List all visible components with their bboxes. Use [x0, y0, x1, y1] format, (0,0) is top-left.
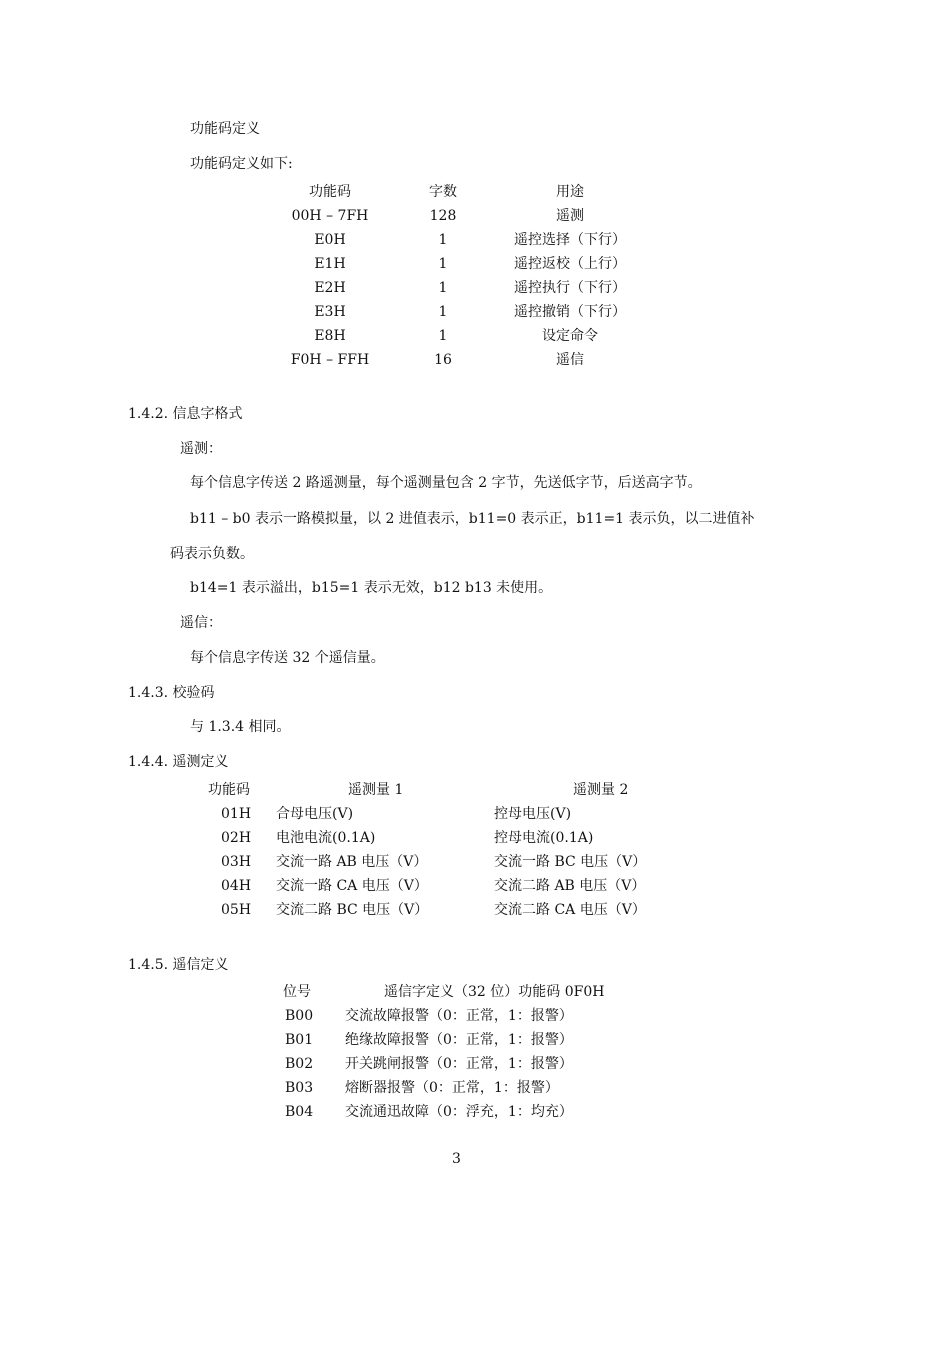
tm-quantity-1-cell: 交流二路 BC 电压（V）: [276, 902, 429, 918]
fc-usage-cell: 设定命令: [542, 328, 598, 344]
sg-header-definition: 遥信字定义（32 位）功能码 0F0H: [384, 984, 605, 1000]
paragraph-1: 每个信息字传送 2 路遥测量，每个遥测量包含 2 字节，先送低字节，后送高字节。: [190, 475, 702, 491]
tm-quantity-2-cell: 交流二路 AB 电压（V）: [494, 878, 646, 894]
fc-header-count: 字数: [429, 184, 457, 200]
fc-code-cell: 00H – 7FH: [291, 208, 369, 224]
signal-label: 遥信：: [180, 615, 222, 631]
telemetry-label: 遥测：: [180, 441, 222, 457]
fc-heading: 功能码定义: [190, 121, 260, 137]
fc-count-cell: 1: [438, 232, 448, 248]
tm-quantity-2-cell: 控母电压(V): [494, 806, 572, 822]
fc-code-cell: E0H: [314, 232, 346, 248]
fc-code-cell: E1H: [314, 256, 346, 272]
fc-header-usage: 用途: [556, 184, 584, 200]
tm-quantity-2-cell: 控母电流(0.1A): [494, 830, 594, 846]
tm-code-cell: 01H: [221, 806, 252, 822]
section-heading-143: 1.4.3. 校验码: [128, 685, 215, 701]
fc-count-cell: 128: [429, 208, 457, 224]
tm-code-cell: 02H: [221, 830, 252, 846]
fc-header-code: 功能码: [309, 184, 351, 200]
tm-quantity-1-cell: 合母电压(V): [276, 806, 354, 822]
fc-count-cell: 16: [434, 352, 452, 368]
sg-bit-cell: B04: [285, 1104, 314, 1120]
fc-code-cell: E2H: [314, 280, 346, 296]
sg-definition-cell: 绝缘故障报警（0：正常，1：报警）: [345, 1032, 573, 1048]
tm-quantity-1-cell: 电池电流(0.1A): [276, 830, 376, 846]
tm-header-quantity-2: 遥测量 2: [573, 782, 629, 798]
tm-quantity-1-cell: 交流一路 CA 电压（V）: [276, 878, 428, 894]
sg-definition-cell: 交流故障报警（0：正常，1：报警）: [345, 1008, 573, 1024]
fc-code-cell: E3H: [314, 304, 346, 320]
fc-count-cell: 1: [438, 328, 448, 344]
fc-count-cell: 1: [438, 304, 448, 320]
tm-code-cell: 03H: [221, 854, 252, 870]
paragraph-4: 每个信息字传送 32 个遥信量。: [190, 650, 385, 666]
fc-count-cell: 1: [438, 256, 448, 272]
checksum-text: 与 1.3.4 相同。: [190, 719, 291, 735]
tm-code-cell: 04H: [221, 878, 252, 894]
sg-header-bit: 位号: [283, 984, 311, 1000]
fc-code-cell: F0H – FFH: [290, 352, 370, 368]
sg-definition-cell: 开关跳闸报警（0：正常，1：报警）: [345, 1056, 573, 1072]
sg-bit-cell: B01: [285, 1032, 314, 1048]
fc-usage-cell: 遥信: [556, 352, 584, 368]
fc-usage-cell: 遥控选择（下行）: [514, 232, 626, 248]
sg-definition-cell: 熔断器报警（0：正常，1：报警）: [345, 1080, 559, 1096]
page-number: 3: [452, 1151, 461, 1167]
tm-quantity-2-cell: 交流二路 CA 电压（V）: [494, 902, 646, 918]
paragraph-2a: b11 – b0 表示一路模拟量，以 2 进值表示，b11=0 表示正，b11=1 表示负，以二进值补: [190, 511, 755, 527]
section-heading-142: 1.4.2. 信息字格式: [128, 406, 243, 422]
fc-code-cell: E8H: [314, 328, 346, 344]
sg-definition-cell: 交流通迅故障（0：浮充，1：均充）: [345, 1104, 573, 1120]
tm-header-quantity-1: 遥测量 1: [348, 782, 404, 798]
fc-usage-cell: 遥测: [556, 208, 584, 224]
sg-bit-cell: B03: [285, 1080, 314, 1096]
sg-bit-cell: B00: [285, 1008, 314, 1024]
tm-quantity-2-cell: 交流一路 BC 电压（V）: [494, 854, 647, 870]
paragraph-2b: 码表示负数。: [170, 546, 254, 562]
paragraph-3: b14=1 表示溢出，b15=1 表示无效，b12 b13 未使用。: [190, 580, 553, 596]
fc-count-cell: 1: [438, 280, 448, 296]
tm-header-code: 功能码: [208, 782, 250, 798]
section-heading-145: 1.4.5. 遥信定义: [128, 957, 229, 973]
tm-quantity-1-cell: 交流一路 AB 电压（V）: [276, 854, 428, 870]
fc-intro: 功能码定义如下:: [190, 156, 293, 172]
sg-bit-cell: B02: [285, 1056, 314, 1072]
fc-usage-cell: 遥控撤销（下行）: [514, 304, 626, 320]
section-heading-144: 1.4.4. 遥测定义: [128, 754, 229, 770]
fc-usage-cell: 遥控返校（上行）: [514, 256, 626, 272]
fc-usage-cell: 遥控执行（下行）: [514, 280, 626, 296]
tm-code-cell: 05H: [221, 902, 252, 918]
